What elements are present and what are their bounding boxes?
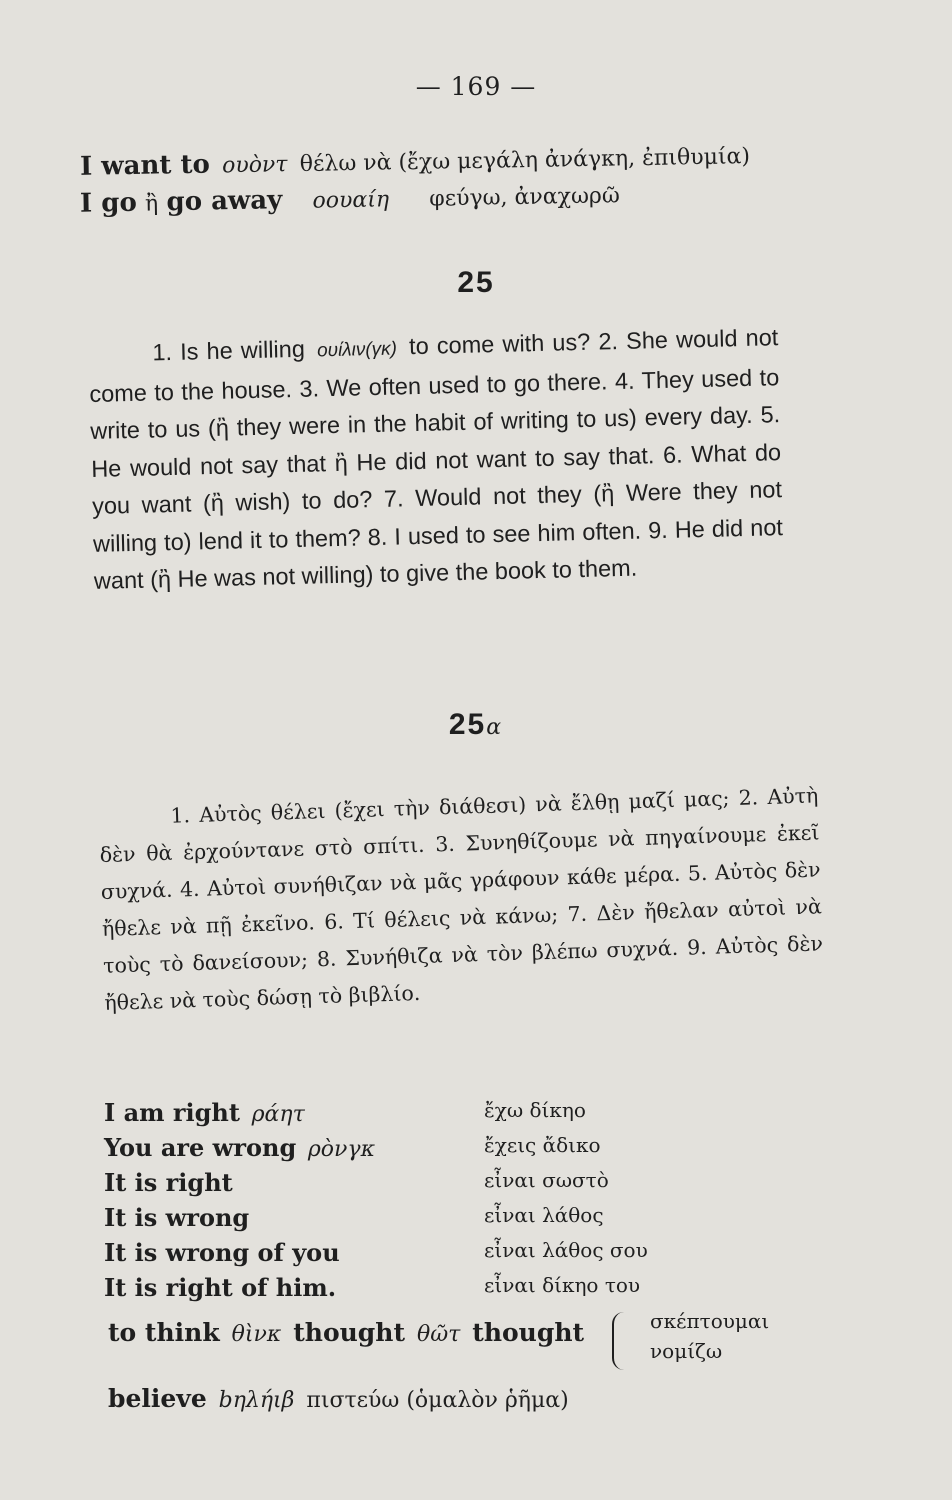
phrase-greek: ἔχεις ἄδικο [484,1133,601,1157]
exercise-25-text-b: to come with us? 2. She would not come to the house. 3. We often used to go there. 4. They used to write to us (ἢ they were in the habit of writing to us) every day. 5. He would not say that ἢ He did not want to say that. 6. What do you want (ἢ wish) to do? 7. Would not they (ἢ Were they not willing to) lend it to them? 8. I used to see him often. 9. He did not want (ἢ He was not willing) to give the book to them. [89,324,784,594]
exercise-25-pron: ουίλιν(γκ) [316,338,398,362]
vocab-pron: ουὸντ [221,152,288,179]
page-number: — 169 — [415,72,537,101]
vocab-go [80,179,620,218]
thought-en: thought [293,1318,406,1347]
exercise-25a-suffix: α [486,715,504,740]
vocab-greek: θέλω νὰ (ἔχω μεγάλη ἀνάγκη, ἐπιθυμία) [299,144,751,178]
phrase-en: It is right [104,1168,233,1197]
think-line [108,1318,584,1347]
phrase-greek: εἶναι δίκηο του [484,1273,641,1297]
believe-line [108,1384,569,1413]
phrase-row [104,1098,704,1133]
phrase-en: It is wrong of you [104,1238,340,1267]
think-en: to think [108,1318,220,1347]
phrase-pron: ρὸνγκ [307,1137,376,1162]
exercise-25a-text: 1. Αὐτὸς θέλει (ἔχει τὴν διάθεσι) νὰ ἔλθῃ μαζί μας; 2. Αὐτὴ δὲν θὰ ἐρχούντανε στὸ σπίτι. 3. Συνηθίζουμε νὰ πηγαίνουμε ἐκεῖ συχνά. 4. Αὐτοὶ συνήθιζαν νὰ μᾶς γράφουν κάθε μέρα. 5. Αὐτὸς δὲν ἤθελε νὰ πῇ ἐκεῖνο. 6. Τί θέλεις νὰ κάνω; 7. Δὲν ἤθελαν αὐτοὶ νὰ τοὺς τὸ δανείσουν; 8. Συνήθιζα νὰ τὸν βλέπω συχνά. 9. Αὐτὸς δὲν ἤθελε νὰ τοὺς δώσῃ τὸ βιβλίο. [99,783,824,1015]
vocab-want [80,140,750,182]
think-greek-2: νομίζω [650,1339,723,1363]
phrase-row [104,1168,704,1203]
believe-greek: πιστεύω (ὁμαλὸν ῥῆμα) [306,1388,569,1413]
exercise-25-heading: 25 [457,266,495,299]
exercise-25a-heading [0,708,952,742]
exercise-25-text-a: 1. Is he willing [152,335,306,366]
thought-en-2: thought [472,1318,585,1347]
exercise-25a-number: 25 [448,708,487,741]
phrase-greek: εἶναι λάθος [484,1203,604,1227]
think-pron: θὶνκ [231,1322,282,1347]
think-greek-1: σκέπτουμαι [650,1309,770,1333]
vocab-greek: φεύγω, ἀναχωρῶ [429,183,620,212]
vocab-en-b: go away [166,185,283,218]
phrase-en: It is wrong [104,1203,250,1232]
believe-en: believe [108,1384,207,1413]
phrase-list [104,1098,704,1308]
phrase-en: You are wrong [104,1133,297,1162]
vocab-or: ἢ [144,191,159,217]
phrase-pron: ράητ [251,1102,305,1127]
vocab-pron: οουαίη [312,187,390,214]
phrase-en: It is right of him. [104,1273,337,1302]
brace [612,1312,632,1370]
phrase-row [104,1133,704,1168]
phrase-row [104,1273,704,1308]
phrase-row [104,1203,704,1238]
phrase-en: I am right [104,1098,240,1127]
thought-pron: θῶτ [416,1322,461,1347]
exercise-25-text [88,319,784,600]
phrase-greek: ἔχω δίκηο [484,1098,586,1122]
phrase-row [104,1238,704,1273]
think-greek [650,1306,769,1366]
phrase-greek: εἶναι σωστὸ [484,1168,609,1192]
phrase-greek: εἶναι λάθος σου [484,1238,648,1262]
believe-pron: bηλήιβ [218,1388,295,1413]
vocab-en: I want to [79,149,211,182]
vocab-en: I go [79,187,138,219]
